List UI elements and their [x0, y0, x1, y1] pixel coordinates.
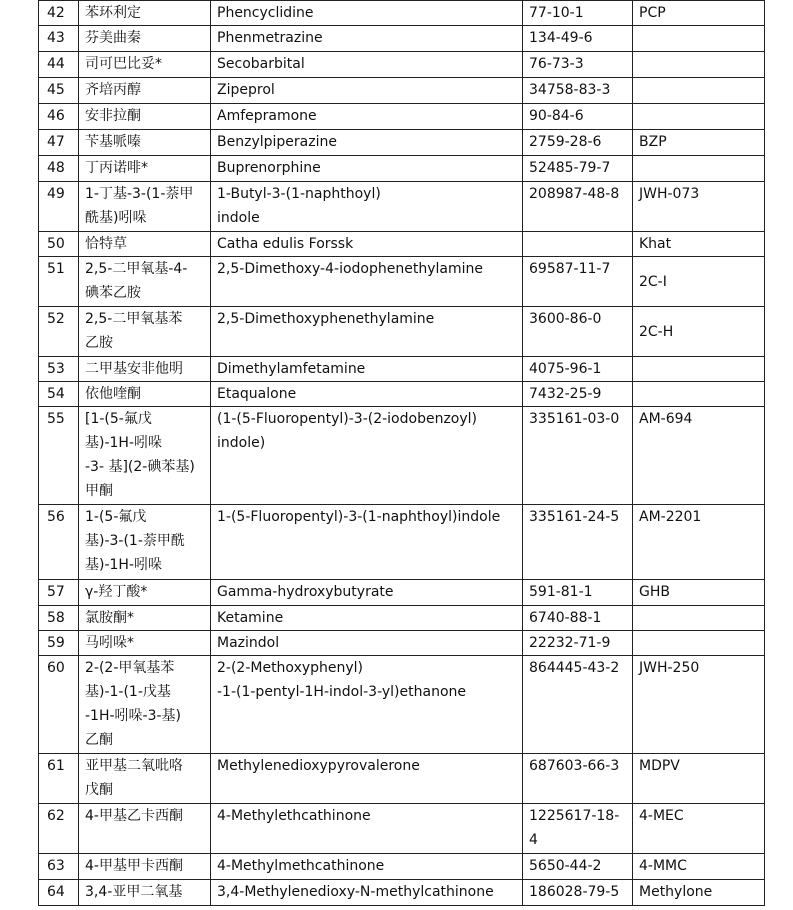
cas-number-cell: 2759-28-6: [523, 130, 633, 156]
cas-number-cell: 3600-86-0: [523, 307, 633, 357]
number-cell: 45: [39, 78, 79, 104]
cas-number-cell: 335161-24-5: [523, 505, 633, 580]
cas-number-cell: 69587-11-7: [523, 257, 633, 307]
chinese-name-cell: 2,5-二甲氧基-4- 碘苯乙胺: [79, 257, 211, 307]
english-name-cell: (1-(5-Fluoropentyl)-3-(2-iodobenzoyl) indole): [211, 407, 523, 505]
table-row: [39, 382, 765, 407]
cas-number-cell: 6740-88-1: [523, 606, 633, 631]
abbreviation-cell: PCP: [633, 1, 765, 26]
number-cell: 49: [39, 182, 79, 232]
english-name-cell: 2,5-Dimethoxy-4-iodophenethylamine: [211, 257, 523, 307]
english-name-cell: 4-Methylmethcathinone: [211, 854, 523, 880]
chinese-name-cell: 2,5-二甲氧基苯 乙胺: [79, 307, 211, 357]
abbreviation-cell: [633, 156, 765, 182]
number-cell: 52: [39, 307, 79, 357]
abbreviation-cell: GHB: [633, 580, 765, 606]
abbreviation-cell: BZP: [633, 130, 765, 156]
chinese-name-cell: 安非拉酮: [79, 104, 211, 130]
chinese-name-cell: 依他喹酮: [79, 382, 211, 407]
cas-number-cell: 208987-48-8: [523, 182, 633, 232]
table-row: [39, 156, 765, 182]
table-row: [39, 804, 765, 854]
table-row: [39, 232, 765, 257]
chinese-name-cell: 丁丙诺啡*: [79, 156, 211, 182]
number-cell: 57: [39, 580, 79, 606]
number-cell: 43: [39, 26, 79, 52]
number-cell: 62: [39, 804, 79, 854]
cas-number-cell: 134-49-6: [523, 26, 633, 52]
english-name-cell: Etaqualone: [211, 382, 523, 407]
number-cell: 51: [39, 257, 79, 307]
table-row: [39, 26, 765, 52]
substance-table: [38, 0, 765, 906]
chinese-name-cell: 齐培丙醇: [79, 78, 211, 104]
chinese-name-cell: 1-(5-氟戊 基)-3-(1-萘甲酰 基)-1H-吲哚: [79, 505, 211, 580]
chinese-name-cell: 芬美曲秦: [79, 26, 211, 52]
english-name-cell: Dimethylamfetamine: [211, 357, 523, 382]
english-name-cell: Amfepramone: [211, 104, 523, 130]
number-cell: 60: [39, 656, 79, 754]
chinese-name-cell: 2-(2-甲氧基苯 基)-1-(1-戊基 -1H-吲哚-3-基) 乙酮: [79, 656, 211, 754]
number-cell: 59: [39, 631, 79, 656]
table-row: [39, 52, 765, 78]
chinese-name-cell: 恰特草: [79, 232, 211, 257]
table-row: [39, 257, 765, 307]
english-name-cell: Mazindol: [211, 631, 523, 656]
cas-number-cell: 34758-83-3: [523, 78, 633, 104]
english-name-cell: Catha edulis Forssk: [211, 232, 523, 257]
cas-number-cell: 1225617-18- 4: [523, 804, 633, 854]
cas-number-cell: 687603-66-3: [523, 754, 633, 804]
number-cell: 50: [39, 232, 79, 257]
cas-number-cell: 90-84-6: [523, 104, 633, 130]
table-row: [39, 130, 765, 156]
table-row: [39, 754, 765, 804]
cas-number-cell: 7432-25-9: [523, 382, 633, 407]
cas-number-cell: 864445-43-2: [523, 656, 633, 754]
table-body: [39, 1, 765, 906]
number-cell: 53: [39, 357, 79, 382]
table-row: [39, 1, 765, 26]
chinese-name-cell: 氯胺酮*: [79, 606, 211, 631]
cas-number-cell: 186028-79-5: [523, 880, 633, 906]
abbreviation-cell: Khat: [633, 232, 765, 257]
chinese-name-cell: 二甲基安非他明: [79, 357, 211, 382]
english-name-cell: Benzylpiperazine: [211, 130, 523, 156]
number-cell: 44: [39, 52, 79, 78]
table-row: [39, 104, 765, 130]
english-name-cell: Zipeprol: [211, 78, 523, 104]
english-name-cell: Ketamine: [211, 606, 523, 631]
table-row: [39, 656, 765, 754]
chinese-name-cell: 4-甲基乙卡西酮: [79, 804, 211, 854]
number-cell: 56: [39, 505, 79, 580]
table-row: [39, 357, 765, 382]
chinese-name-cell: [1-(5-氟戊 基)-1H-吲哚 -3- 基](2-碘苯基) 甲酮: [79, 407, 211, 505]
english-name-cell: Phencyclidine: [211, 1, 523, 26]
chinese-name-cell: 4-甲基甲卡西酮: [79, 854, 211, 880]
english-name-cell: Buprenorphine: [211, 156, 523, 182]
abbreviation-cell: [633, 78, 765, 104]
chinese-name-cell: 苯环利定: [79, 1, 211, 26]
abbreviation-cell: [633, 26, 765, 52]
number-cell: 61: [39, 754, 79, 804]
abbreviation-cell: 4-MEC: [633, 804, 765, 854]
abbreviation-cell: [633, 52, 765, 78]
table-row: [39, 407, 765, 505]
cas-number-cell: 77-10-1: [523, 1, 633, 26]
abbreviation-cell: [633, 357, 765, 382]
cas-number-cell: 76-73-3: [523, 52, 633, 78]
chinese-name-cell: 马吲哚*: [79, 631, 211, 656]
abbreviation-cell: [633, 382, 765, 407]
cas-number-cell: 5650-44-2: [523, 854, 633, 880]
english-name-cell: 1-(5-Fluoropentyl)-3-(1-naphthoyl)indole: [211, 505, 523, 580]
number-cell: 63: [39, 854, 79, 880]
table-row: [39, 78, 765, 104]
table-row: [39, 580, 765, 606]
table-row: [39, 631, 765, 656]
cas-number-cell: 4075-96-1: [523, 357, 633, 382]
chinese-name-cell: γ-羟丁酸*: [79, 580, 211, 606]
english-name-cell: Phenmetrazine: [211, 26, 523, 52]
cas-number-cell: [523, 232, 633, 257]
chinese-name-cell: 1-丁基-3-(1-萘甲 酰基)吲哚: [79, 182, 211, 232]
cas-number-cell: 335161-03-0: [523, 407, 633, 505]
table-row: [39, 606, 765, 631]
english-name-cell: 4-Methylethcathinone: [211, 804, 523, 854]
abbreviation-cell: JWH-250: [633, 656, 765, 754]
chinese-name-cell: 亚甲基二氧吡咯 戊酮: [79, 754, 211, 804]
table-row: [39, 307, 765, 357]
english-name-cell: 2,5-Dimethoxyphenethylamine: [211, 307, 523, 357]
table-row: [39, 854, 765, 880]
number-cell: 42: [39, 1, 79, 26]
abbreviation-cell: 2C-I: [633, 257, 765, 307]
abbreviation-cell: AM-2201: [633, 505, 765, 580]
abbreviation-cell: JWH-073: [633, 182, 765, 232]
chinese-name-cell: 司可巴比妥*: [79, 52, 211, 78]
table-row: [39, 182, 765, 232]
abbreviation-cell: MDPV: [633, 754, 765, 804]
english-name-cell: Gamma-hydroxybutyrate: [211, 580, 523, 606]
table-row: [39, 505, 765, 580]
english-name-cell: 2-(2-Methoxyphenyl) -1-(1-pentyl-1H-indol-3-yl)ethanone: [211, 656, 523, 754]
abbreviation-cell: [633, 606, 765, 631]
english-name-cell: Secobarbital: [211, 52, 523, 78]
chinese-name-cell: 苄基哌嗪: [79, 130, 211, 156]
number-cell: 64: [39, 880, 79, 906]
table-row: [39, 880, 765, 906]
english-name-cell: 1-Butyl-3-(1-naphthoyl) indole: [211, 182, 523, 232]
number-cell: 48: [39, 156, 79, 182]
english-name-cell: Methylenedioxypyrovalerone: [211, 754, 523, 804]
number-cell: 54: [39, 382, 79, 407]
number-cell: 58: [39, 606, 79, 631]
english-name-cell: 3,4-Methylenedioxy-N-methylcathinone: [211, 880, 523, 906]
number-cell: 55: [39, 407, 79, 505]
cas-number-cell: 52485-79-7: [523, 156, 633, 182]
cas-number-cell: 22232-71-9: [523, 631, 633, 656]
abbreviation-cell: AM-694: [633, 407, 765, 505]
number-cell: 46: [39, 104, 79, 130]
number-cell: 47: [39, 130, 79, 156]
abbreviation-cell: [633, 631, 765, 656]
abbreviation-cell: 2C-H: [633, 307, 765, 357]
abbreviation-cell: 4-MMC: [633, 854, 765, 880]
abbreviation-cell: [633, 104, 765, 130]
abbreviation-cell: Methylone: [633, 880, 765, 906]
chinese-name-cell: 3,4-亚甲二氧基: [79, 880, 211, 906]
cas-number-cell: 591-81-1: [523, 580, 633, 606]
